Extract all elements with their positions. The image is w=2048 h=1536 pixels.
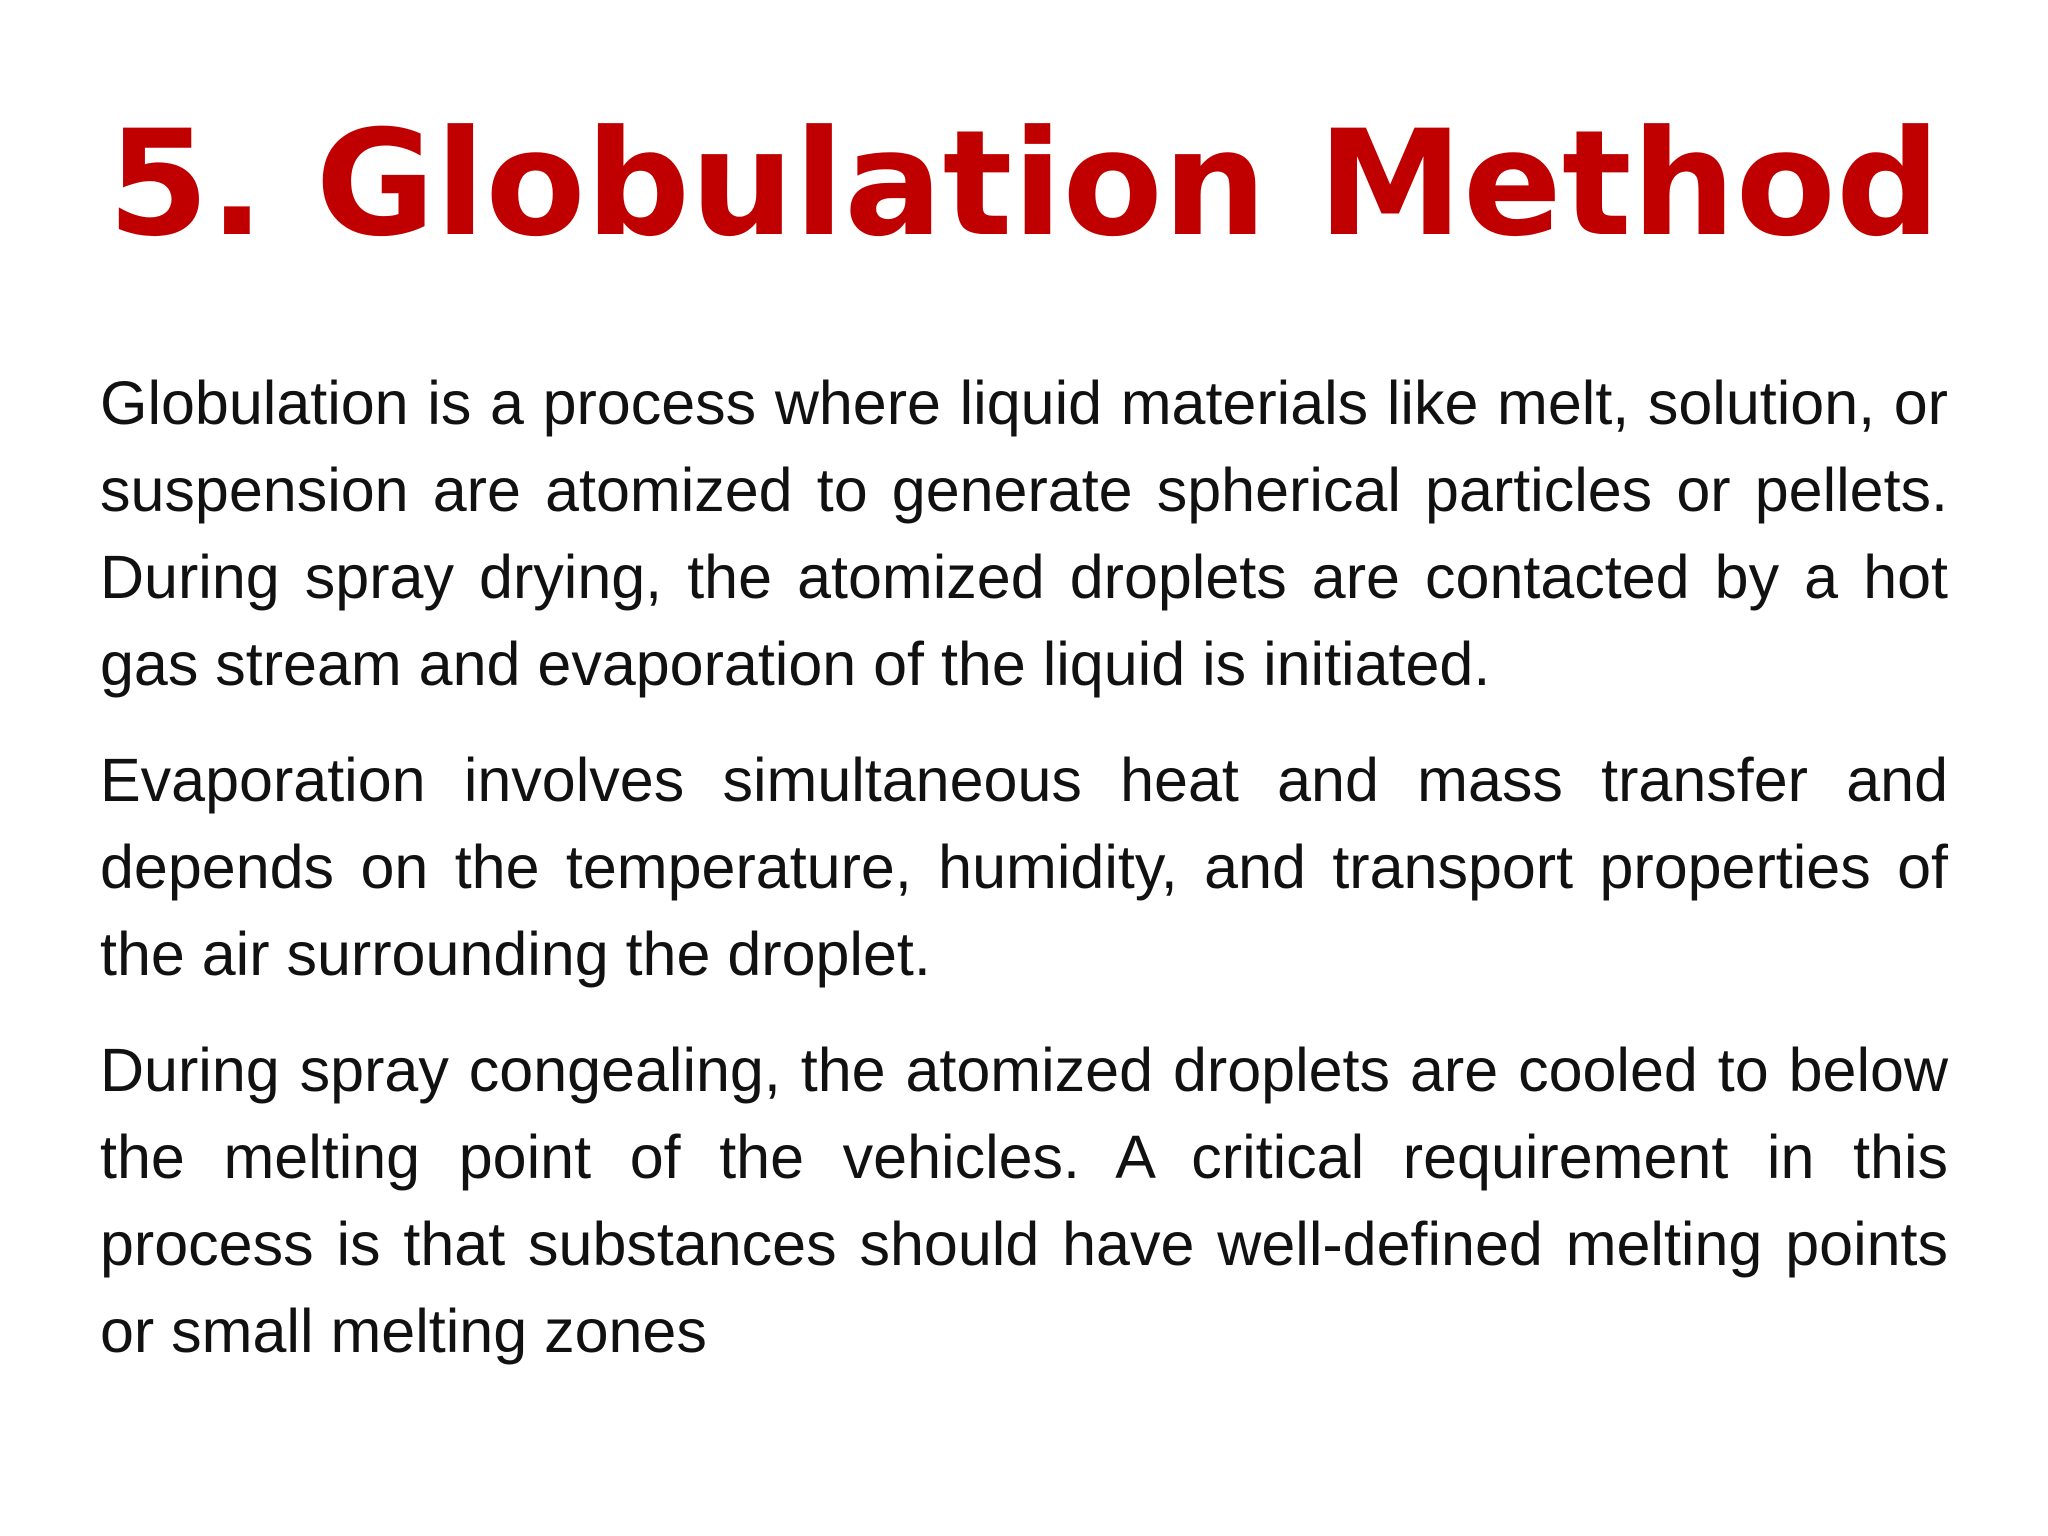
body-paragraph: Globulation is a process where liquid materials like melt, solution, or suspension are atomized to generate spherical particles or pellets. During spray drying, the atomized droplets are contacted by a hot gas stream and evaporation of the liquid is initiated. — [100, 369, 1948, 698]
slide-body — [100, 360, 1948, 1375]
body-paragraph: Evaporation involves simultaneous heat and mass transfer and depends on the temperature, humidity, and transport properties of the air surrounding the droplet. — [100, 746, 1948, 988]
slide-title: 5. Globulation Method — [107, 99, 1941, 269]
body-paragraph: During spray congealing, the atomized droplets are cooled to below the melting point of the vehicles. A critical requirement in this process is that substances should have well-defined melting points or small melting zones — [100, 1036, 1948, 1365]
